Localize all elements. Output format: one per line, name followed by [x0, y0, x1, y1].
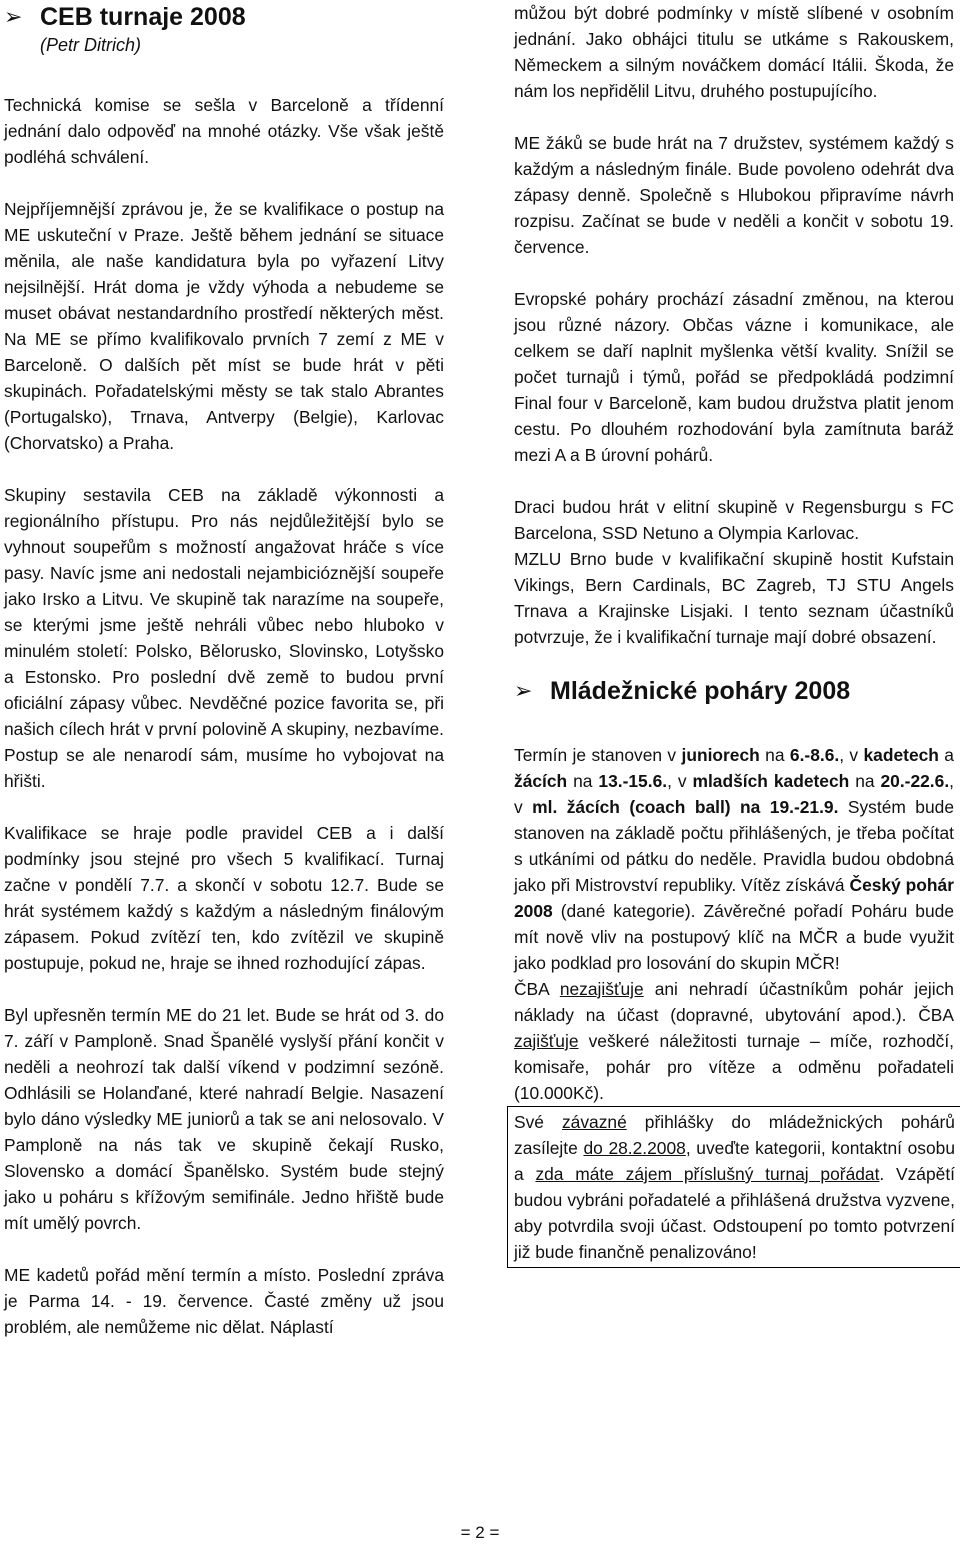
paragraph: ME žáků se bude hrát na 7 družstev, systémem každý s každým a následným finále. Bude povoleno odehrát dva zápasy denně. Společně s Hlubokou připravíme návrh rozpisu. Začínat se bude v neděli a končit v sobotu 19. července. [514, 133, 954, 257]
section-title: Mládežnické poháry 2008 [550, 677, 851, 705]
paragraph: můžou být dobré podmínky v místě slíbené v osobním jednání. Jako obhájci titulu se utkáme s Rakouskem, Německem a silným nováčkem domácí Itálii. Škoda, že nám los nepřidělil Litvu, druhého postupujícího. [514, 3, 954, 101]
paragraph: Draci budou hrát v elitní skupině v Regensburgu s FC Barcelona, SSD Netuno a Olympia Karlovac. [514, 497, 954, 543]
registration-box: Své závazné přihlášky do mládežnických pohárů zasílejte do 28.2.2008, uveďte kategorii, kontaktní osobu a zda máte zájem příslušný turnaj pořádat. Vzápětí budou vybráni pořadatelé a přihlášená družstva vyzvene, aby potvrdila svoji účast. Odstoupení po tomto potvrzení již bude finančně penalizováno! [507, 1106, 960, 1268]
section-heading-youth [514, 676, 954, 706]
paragraph: Skupiny sestavila CEB na základě výkonnosti a regionálního přístupu. Pro nás nejdůležitější bylo se vyhnout soupeřům s možností angažovat hráče s více pasy. Navíc jsme ani nedostali nejambicióznější soupeře jako Irsko a Litvu. Ve skupině tak narazíme na soupeře, se kterými jsme ještě nehráli vůbec nebo hluboko v minulém století: Polsko, Bělorusko, Slovinsko, Lotyšsko a Estonsko. Pro poslední dvě země to budou první oficiální zápasy vůbec. Nevděčné pozice favorita se, při našich cílech hrát v první polovině A skupiny, nezbavíme. Postup se ale nenarodí sám, musíme ho vybojovat na hřišti. [4, 485, 444, 791]
paragraph: Kvalifikace se hraje podle pravidel CEB a i další podmínky jsou stejné pro všech 5 kvalifikací. Turnaj začne v pondělí 7.7. a skončí v sobotu 12.7. Bude se hrát systémem každý s každým a následným finálovým zápasem. Pokud zvítězí ten, kdo zvítězil ve skupině postupuje, pokud ne, hraje se ihned rozhodující zápas. [4, 823, 444, 973]
paragraph: ME kadetů pořád mění termín a místo. Poslední zpráva je Parma 14. - 19. července. Časté změny už jsou problém, ale nemůžeme nic dělat. Náplastí [4, 1265, 444, 1337]
author-line: (Petr Ditrich) [40, 35, 142, 55]
arrow-bullet-icon: ➢ [514, 678, 533, 703]
paragraph: MZLU Brno bude v kvalifikační skupině hostit Kufstain Vikings, Bern Cardinals, BC Zagreb, TJ STU Angels Trnava a Krajinske Lisjaki. I tento seznam účastníků potvrzuje, že i kvalifikační turnaje mají dobré obsazení. [514, 549, 954, 647]
paragraph: Evropské poháry prochází zásadní změnou, na kterou jsou různé názory. Občas vázne i komunikace, ale celkem se daří naplnit myšlenka větší kvality. Snížil se počet turnajů i týmů, pořád se předpokládá podzimní Final four v Barceloně, kam budou družstva platit jenom cestu. Po dlouhém rozhodování byla zamítnuta baráž mezi A a B úrovní pohárů. [514, 289, 954, 465]
section-title: CEB turnaje 2008 [40, 3, 246, 31]
paragraph: Byl upřesněn termín ME do 21 let. Bude se hrát od 3. do 7. září v Pamploně. Snad Španělé vyslyší přání končit v neděli a neohrozí tak další víkend v podzimní sezóně. Odhlásili se Holanďané, které nahradí Belgie. Nasazení bylo dáno výsledky ME juniorů a tak se ani nelosovalo. V Pamploně na nás tak ve skupině čekají Rusko, Slovensko a domácí Španělsko. Systém bude stejný jako u poháru s křížovým semifinále. Jedno hřiště bude mít umělý povrch. [4, 1005, 444, 1233]
arrow-bullet-icon: ➢ [4, 4, 23, 29]
paragraph-cba: ČBA nezajišťuje ani nehradí účastníkům pohár jejich náklady na účast (dopravné, ubytování apod.). ČBA zajišťuje veškeré náležitosti turnaje – míče, rozhodčí, komisaře, pohár pro vítěze a odměnu pořadateli (10.000Kč). [514, 979, 954, 1103]
paragraph: Technická komise se sešla v Barceloně a třídenní jednání dalo odpověď na mnohé otázky. Vše však ještě podléhá schválení. [4, 95, 444, 167]
section-heading-ceb [4, 2, 444, 92]
page-number: = 2 = [460, 1523, 500, 1542]
paragraph-dates: Termín je stanoven v juniorech na 6.-8.6., v kadetech a žácích na 13.-15.6., v mladších kadetech na 20.-22.6., v ml. žácích (coach ball) na 19.-21.9. Systém bude stanoven na základě počtu přihlášených, je třeba počítat s utkáními od pátku do neděle. Pravidla budou obdobná jako při Mistrovství republiky. Vítěz získává Český pohár 2008 (dané kategorie). Závěrečné pořadí Poháru bude mít nově vliv na postupový klíč na MČR a bude využit jako podklad pro losování do skupin MČR! [514, 745, 954, 973]
left-column [4, 0, 444, 1340]
right-column [514, 0, 954, 1268]
paragraph: Nejpříjemnější zprávou je, že se kvalifikace o postup na ME uskuteční v Praze. Ještě během jednání se situace měnila, ale naše kandidatura byla po vyřazení Litvy nejsilnější. Hrát doma je vždy výhoda a nebudeme se muset obávat nestandardního prostředí některých měst. Na ME se přímo kvalifikovalo prvních 7 zemí z ME v Barceloně. O dalších pět míst se bude hrát v pěti skupinách. Pořadatelskými městy se tak stalo Abrantes (Portugalsko), Trnava, Antverpy (Belgie), Karlovac (Chorvatsko) a Praha. [4, 199, 444, 453]
